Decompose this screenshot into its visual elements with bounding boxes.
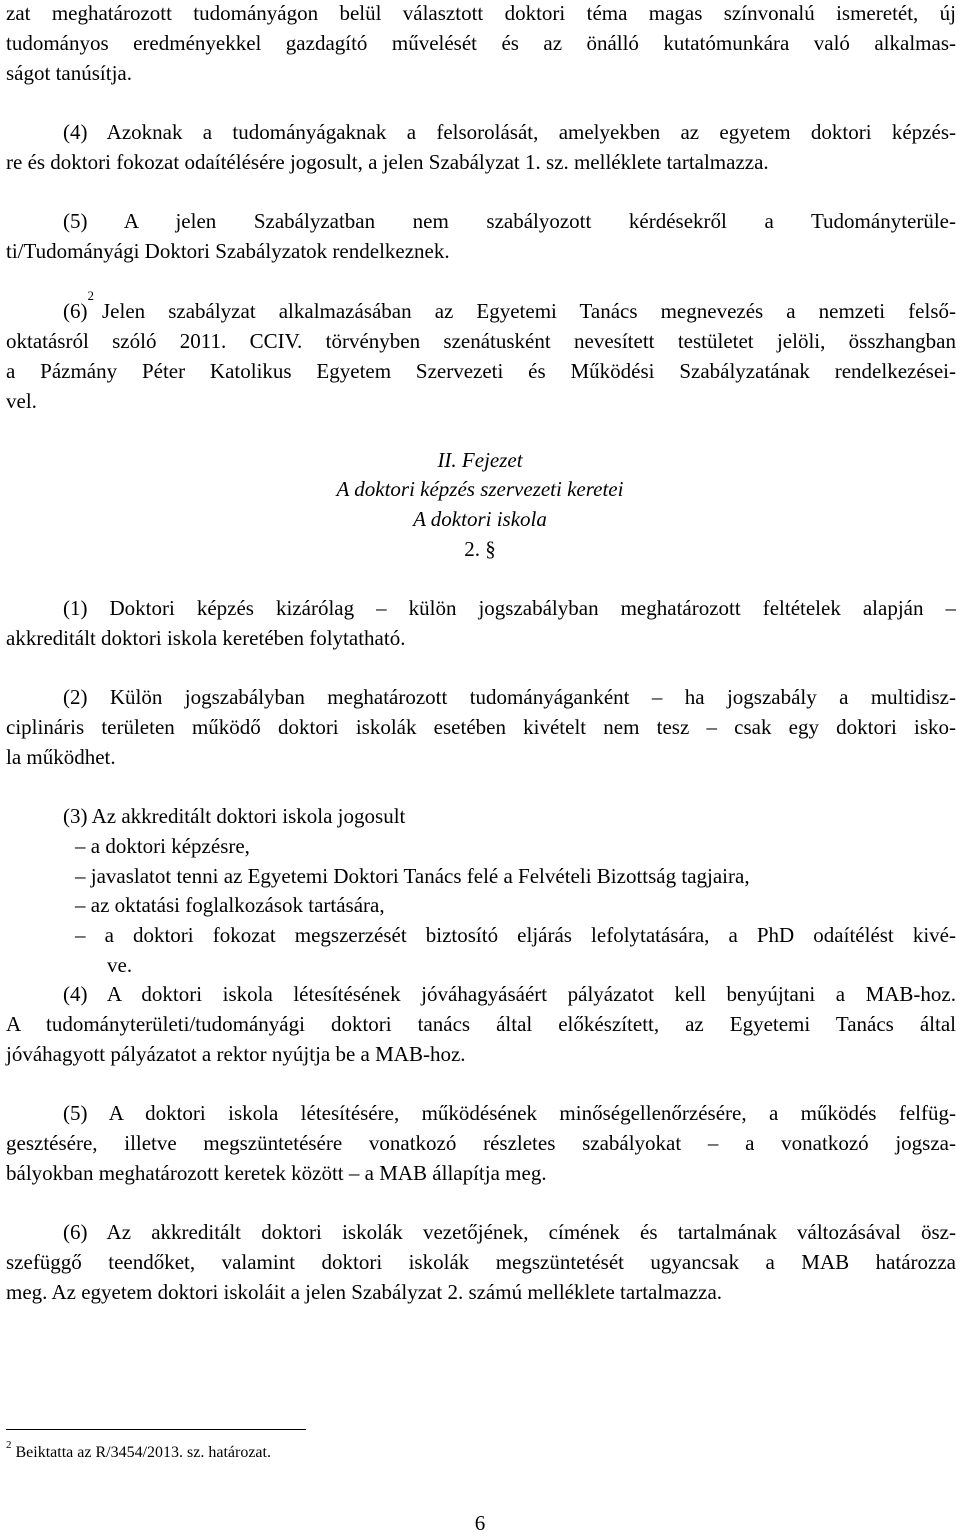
footnote-text: Beiktatta az R/3454/2013. sz. határozat. bbox=[15, 1444, 271, 1461]
text-line: ciplináris területen működő doktori iskolák esetében kivételt nem tesz – csak egy doktori isko- bbox=[6, 715, 956, 739]
text-line: re és doktori fokozat odaítélésére jogosult, a jelen Szabályzat 1. sz. melléklete tartalmazza. bbox=[6, 150, 769, 174]
text-line: ti/Tudományági Doktori Szabályzatok rendelkeznek. bbox=[6, 239, 450, 263]
chapter-title: A doktori képzés szervezeti keretei bbox=[336, 477, 624, 501]
paragraph-2-line: (2) Külön jogszabályban meghatározott tudományáganként – ha jogszabály a multidisz- bbox=[63, 685, 956, 709]
list-item: – a doktori fokozat megszerzését biztosító eljárás lefolytatására, a PhD odaítélést kivé- bbox=[75, 923, 956, 947]
list-item-continuation: ve. bbox=[107, 953, 133, 977]
footnote-separator bbox=[6, 1429, 306, 1430]
chapter-number: II. Fejezet bbox=[437, 448, 523, 472]
list-item: – az oktatási foglalkozások tartására, bbox=[75, 893, 385, 917]
paragraph-4-line: (4) Azoknak a tudományágaknak a felsorolását, amelyekben az egyetem doktori képzés- bbox=[63, 120, 956, 144]
footnote-number: 2 bbox=[6, 1438, 12, 1451]
text-line: oktatásról szóló 2011. CCIV. törvényben szenátusként nevesített testületet jelöli, összhangban bbox=[6, 329, 956, 353]
page-number: 6 bbox=[474, 1511, 486, 1535]
text-line: vel. bbox=[6, 389, 37, 413]
paragraph-number: (6) bbox=[63, 299, 88, 323]
paragraph-3-line: (3) Az akkreditált doktori iskola jogosult bbox=[63, 804, 406, 828]
text-line: szefüggő teendőket, valamint doktori iskolák megszüntetését ugyancsak a MAB határozza bbox=[6, 1250, 956, 1274]
text-span: Jelen szabályzat alkalmazásában az Egyetemi Tanács megnevezés a nemzeti felső- bbox=[102, 299, 956, 323]
list-item: – a doktori képzésre, bbox=[75, 834, 250, 858]
paragraph-1-line: (1) Doktori képzés kizárólag – külön jogszabályban meghatározott feltételek alapján – bbox=[63, 596, 956, 620]
text-line: la működhet. bbox=[6, 745, 116, 769]
section-number: 2. § bbox=[464, 537, 496, 561]
text-line: a Pázmány Péter Katolikus Egyetem Szervezeti és Működési Szabályzatának rendelkezései- bbox=[6, 359, 956, 383]
text-line: tudományos eredményekkel gazdagító művelését és az önálló kutatómunkára való alkalmas- bbox=[6, 31, 956, 55]
paragraph-4-line: (4) A doktori iskola létesítésének jóváhagyásáért pályázatot kell benyújtani a MAB-hoz. bbox=[63, 982, 956, 1006]
paragraph-6-line bbox=[63, 288, 956, 324]
text-line: ságot tanúsítja. bbox=[6, 61, 132, 85]
paragraph-5-line: (5) A doktori iskola létesítésére, működésének minőségellenőrzésére, a működés felfüg- bbox=[63, 1101, 956, 1125]
paragraph-6-line: (6) Az akkreditált doktori iskolák vezetőjének, címének és tartalmának változásával ösz- bbox=[63, 1220, 956, 1244]
text-line: jóváhagyott pályázatot a rektor nyújtja be a MAB-hoz. bbox=[6, 1042, 466, 1066]
text-line: akkreditált doktori iskola keretében folytatható. bbox=[6, 626, 406, 650]
footnote-reference: 2 bbox=[87, 288, 94, 303]
list-item: – javaslatot tenni az Egyetemi Doktori Tanács felé a Felvételi Bizottság tagjaira, bbox=[75, 864, 750, 888]
text-line: zat meghatározott tudományágon belül választott doktori téma magas színvonalú ismeretét, új bbox=[6, 1, 956, 25]
text-line: gesztésére, illetve megszüntetésére vonatkozó részletes szabályokat – a vonatkozó jogsza- bbox=[6, 1131, 956, 1155]
text-line: A tudományterületi/tudományági doktori tanács által előkészített, az Egyetemi Tanács által bbox=[6, 1012, 956, 1036]
section-title: A doktori iskola bbox=[413, 507, 547, 531]
text-line: bályokban meghatározott keretek között – a MAB állapítja meg. bbox=[6, 1161, 547, 1185]
paragraph-5-line: (5) A jelen Szabályzatban nem szabályozott kérdésekről a Tudományterüle- bbox=[63, 209, 956, 233]
footnote bbox=[6, 1438, 271, 1464]
text-line: meg. Az egyetem doktori iskoláit a jelen Szabályzat 2. számú melléklete tartalmazza. bbox=[6, 1280, 723, 1304]
